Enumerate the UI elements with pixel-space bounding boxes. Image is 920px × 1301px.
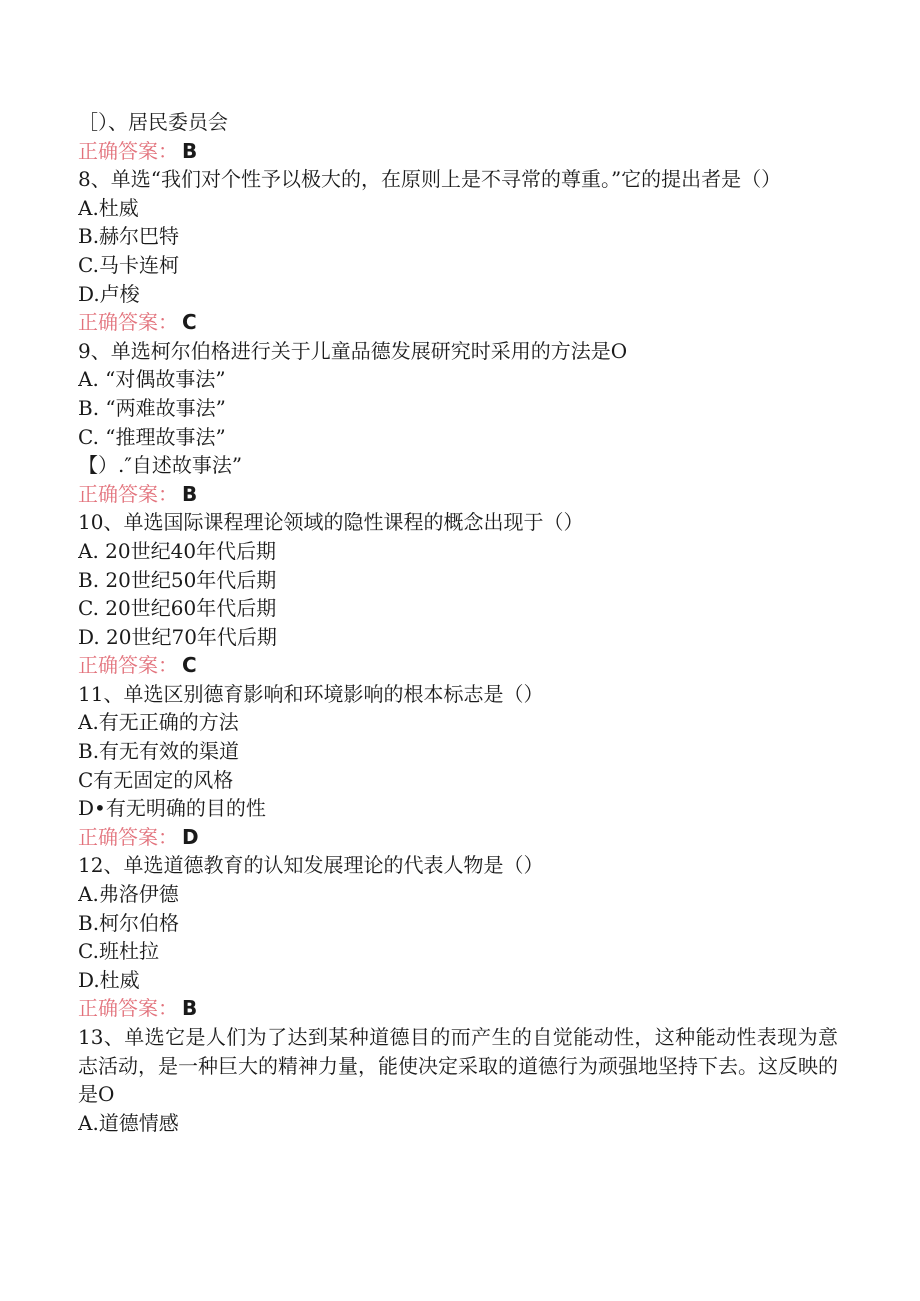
option-line: A.道德情感 — [78, 1110, 179, 1135]
answer-label: 正确答案： — [78, 481, 178, 506]
answer-label: 正确答案： — [78, 653, 178, 678]
question-text: 8、单选“我们对个性予以极大的，在原则上是不寻常的尊重。”它的提出者是（） — [78, 167, 782, 192]
option-line: D.卢梭 — [78, 281, 140, 306]
option-line: A.有无正确的方法 — [78, 710, 239, 735]
option-line: B. “两难故事法” — [78, 395, 226, 420]
answer-label: 正确答案： — [78, 138, 178, 163]
answer-line — [78, 137, 838, 166]
option-line: D.杜威 — [78, 967, 140, 992]
option-line: B.有无有效的渠道 — [78, 739, 240, 764]
option-line: C.班杜拉 — [78, 939, 159, 964]
answer-value: B — [182, 481, 198, 506]
option-line: B.赫尔巴特 — [78, 224, 180, 249]
question-text: 10、单选国际课程理论领域的隐性课程的概念出现于（） — [78, 510, 584, 535]
answer-label: 正确答案： — [78, 996, 178, 1021]
option-line: C.马卡连柯 — [78, 252, 179, 277]
option-line: C. “推理故事法” — [78, 424, 226, 449]
question-text: 11、单选区别德育影响和环境影响的根本标志是（） — [78, 681, 544, 706]
option-line: A. 20世纪40年代后期 — [78, 538, 277, 563]
answer-value: B — [182, 138, 198, 163]
answer-line — [78, 823, 838, 852]
answer-label: 正确答案： — [78, 824, 178, 849]
option-line: D•有无明确的目的性 — [78, 796, 266, 821]
document-page — [78, 108, 838, 1137]
answer-value: D — [182, 824, 199, 849]
option-line: ［）、居民委员会 — [78, 110, 228, 134]
answer-line — [78, 308, 838, 337]
option-line: B. 20世纪50年代后期 — [78, 567, 277, 592]
option-line: D. 20世纪70年代后期 — [78, 624, 277, 649]
answer-line — [78, 651, 838, 680]
option-line: B.柯尔伯格 — [78, 910, 180, 935]
answer-label: 正确答案： — [78, 310, 178, 335]
question-text: 12、单选道德教育的认知发展理论的代表人物是（） — [78, 853, 544, 878]
answer-value: C — [182, 653, 197, 678]
option-line: 【）.″自述故事法” — [78, 453, 243, 478]
answer-value: B — [182, 996, 198, 1021]
option-line: C. 20世纪60年代后期 — [78, 596, 277, 621]
question-text: 13、单选它是人们为了达到某种道德目的而产生的自觉能动性，这种能动性表现为意志活动，是一种巨大的精神力量，能使决定采取的道德行为顽强地坚持下去。这反映的是O — [78, 1025, 838, 1107]
answer-line — [78, 480, 838, 509]
option-line: A. “对偶故事法” — [78, 367, 226, 392]
answer-line — [78, 994, 838, 1023]
option-line: A.弗洛伊德 — [78, 882, 179, 907]
option-line: C有无固定的风格 — [78, 767, 234, 792]
option-line: A.杜威 — [78, 195, 139, 220]
answer-value: C — [182, 310, 197, 335]
question-text: 9、单选柯尔伯格进行关于儿童品德发展研究时采用的方法是O — [78, 338, 628, 363]
